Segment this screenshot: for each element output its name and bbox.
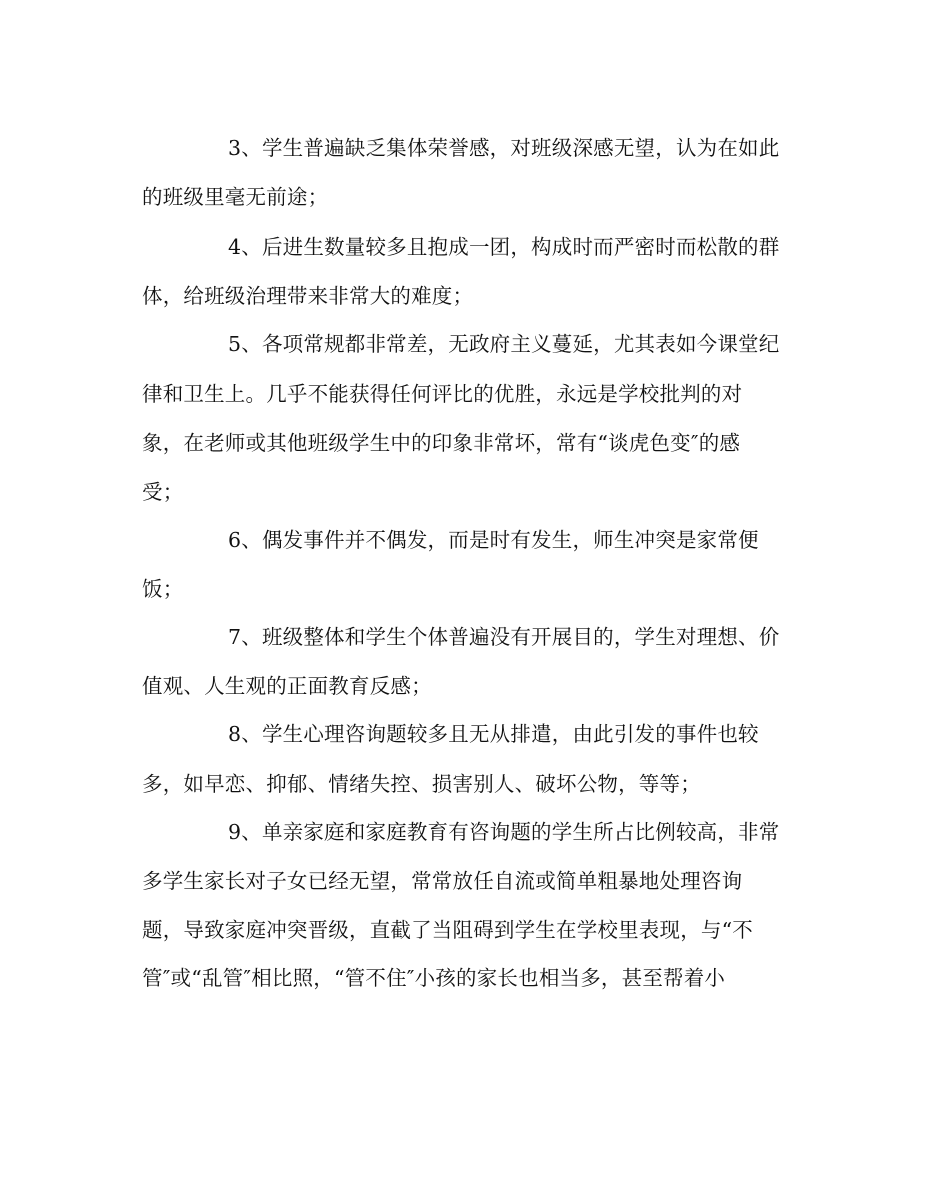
text-line: 题，导致家庭冲突晋级，直截了当阻碍到学生在学校里表现，与“不 [142, 918, 753, 942]
text-line: 5、各项常规都非常差，无政府主义蔓延，尤其表如今课堂纪 [228, 332, 780, 356]
text-line: 的班级里毫无前途； [142, 185, 329, 209]
text-line: 饭； [142, 577, 184, 601]
text-line: 管″或“乱管″相比照，“管不住″小孩的家长也相当多，甚至帮着小 [142, 966, 726, 990]
text-line: 多，如早恋、抑郁、情绪失控、损害别人、破坏公物，等等； [142, 772, 701, 796]
text-line: 9、单亲家庭和家庭教育有咨询题的学生所占比例较高，非常 [228, 820, 780, 844]
text-line: 7、班级整体和学生个体普遍没有开展目的，学生对理想、价 [228, 625, 780, 649]
text-line: 体，给班级治理带来非常大的难度； [142, 284, 474, 308]
text-line: 受； [142, 480, 184, 504]
text-line: 象，在老师或其他班级学生中的印象非常坏，常有“谈虎色变″的感 [142, 431, 741, 455]
text-line: 6、偶发事件并不偶发，而是时有发生，师生冲突是家常便 [228, 528, 759, 552]
text-line: 律和卫生上。几乎不能获得任何评比的优胜，永远是学校批判的对 [142, 382, 743, 406]
text-line: 8、学生心理咨询题较多且无从排遣，由此引发的事件也较 [228, 722, 759, 746]
text-line: 值观、人生观的正面教育反感； [142, 674, 432, 698]
text-line: 3、学生普遍缺乏集体荣誉感，对班级深感无望，认为在如此 [228, 136, 780, 160]
text-line: 多学生家长对子女已经无望，常常放任自流或简单粗暴地处理咨询 [142, 869, 743, 893]
text-line: 4、后进生数量较多且抱成一团，构成时而严密时而松散的群 [228, 235, 780, 259]
